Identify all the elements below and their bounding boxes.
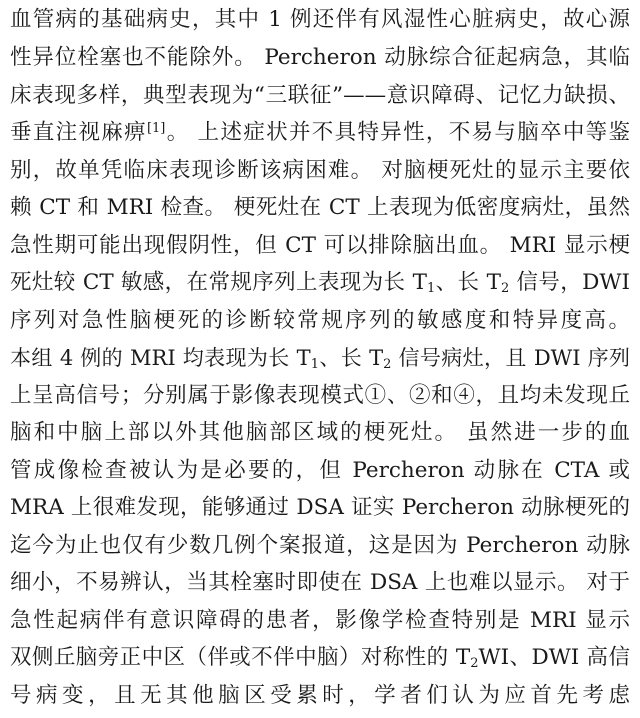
text-line: 号病变，且无其他脑区受累时，学者们认为应首先考虑: [10, 683, 630, 708]
text-line: 上呈高信号；分别属于影像表现模式①、②和④，且均未发现丘: [10, 383, 630, 408]
text-line: 死灶较 CT 敏感，在常规序列上表现为长 $T_1$、长 $T_2$ 信号，DWI: [10, 270, 630, 296]
text-line: 别，故单凭临床表现诊断该病困难。 对脑梗死灶的显示主要依: [10, 158, 630, 183]
text-line: 细小，不易辨认，当其栓塞时即使在 DSA 上也难以显示。 对于: [10, 570, 630, 595]
text-line: 床表现多样，典型表现为“三联征”——意识障碍、记忆力缺损、: [10, 83, 630, 108]
text-line: 血管病的基础病史，其中 1 例还伴有风湿性心脏病史，故心源: [10, 7, 630, 32]
text-line: 双侧丘脑旁正中区（伴或不伴中脑）对称性的 $T_2WI$、DWI 高信: [10, 645, 630, 671]
text-line: 垂直注视麻痹[1]。 上述症状并不具特异性，不易与脑卒中等鉴: [10, 120, 630, 145]
text-line: 急性起病伴有意识障碍的患者，影像学检查特别是 MRI 显示: [10, 608, 630, 633]
text-line: 本组 4 例的 MRI 均表现为长 $T_1$、长 $T_2$ 信号病灶，且 DWI 序列: [10, 346, 630, 372]
text-line: 赖 CT 和 MRI 检查。 梗死灶在 CT 上表现为低密度病灶，虽然: [10, 195, 630, 220]
text-line: MRA 上很难发现，能够通过 DSA 证实 Percheron 动脉梗死的: [10, 495, 630, 520]
text-line: 管成像检查被认为是必要的，但 Percheron 动脉在 CTA 或: [10, 458, 630, 483]
text-line: 性异位栓塞也不能除外。 Percheron 动脉综合征起病急，其临: [10, 45, 630, 70]
text-line: 急性期可能出现假阴性，但 CT 可以排除脑出血。 MRI 显示梗: [10, 233, 630, 258]
text-line: 序列对急性脑梗死的诊断较常规序列的敏感度和特异度高。: [10, 308, 630, 333]
text-line: 脑和中脑上部以外其他脑部区域的梗死灶。 虽然进一步的血: [10, 420, 630, 445]
text-line: 迄今为止也仅有少数几例个案报道，这是因为 Percheron 动脉: [10, 533, 630, 558]
